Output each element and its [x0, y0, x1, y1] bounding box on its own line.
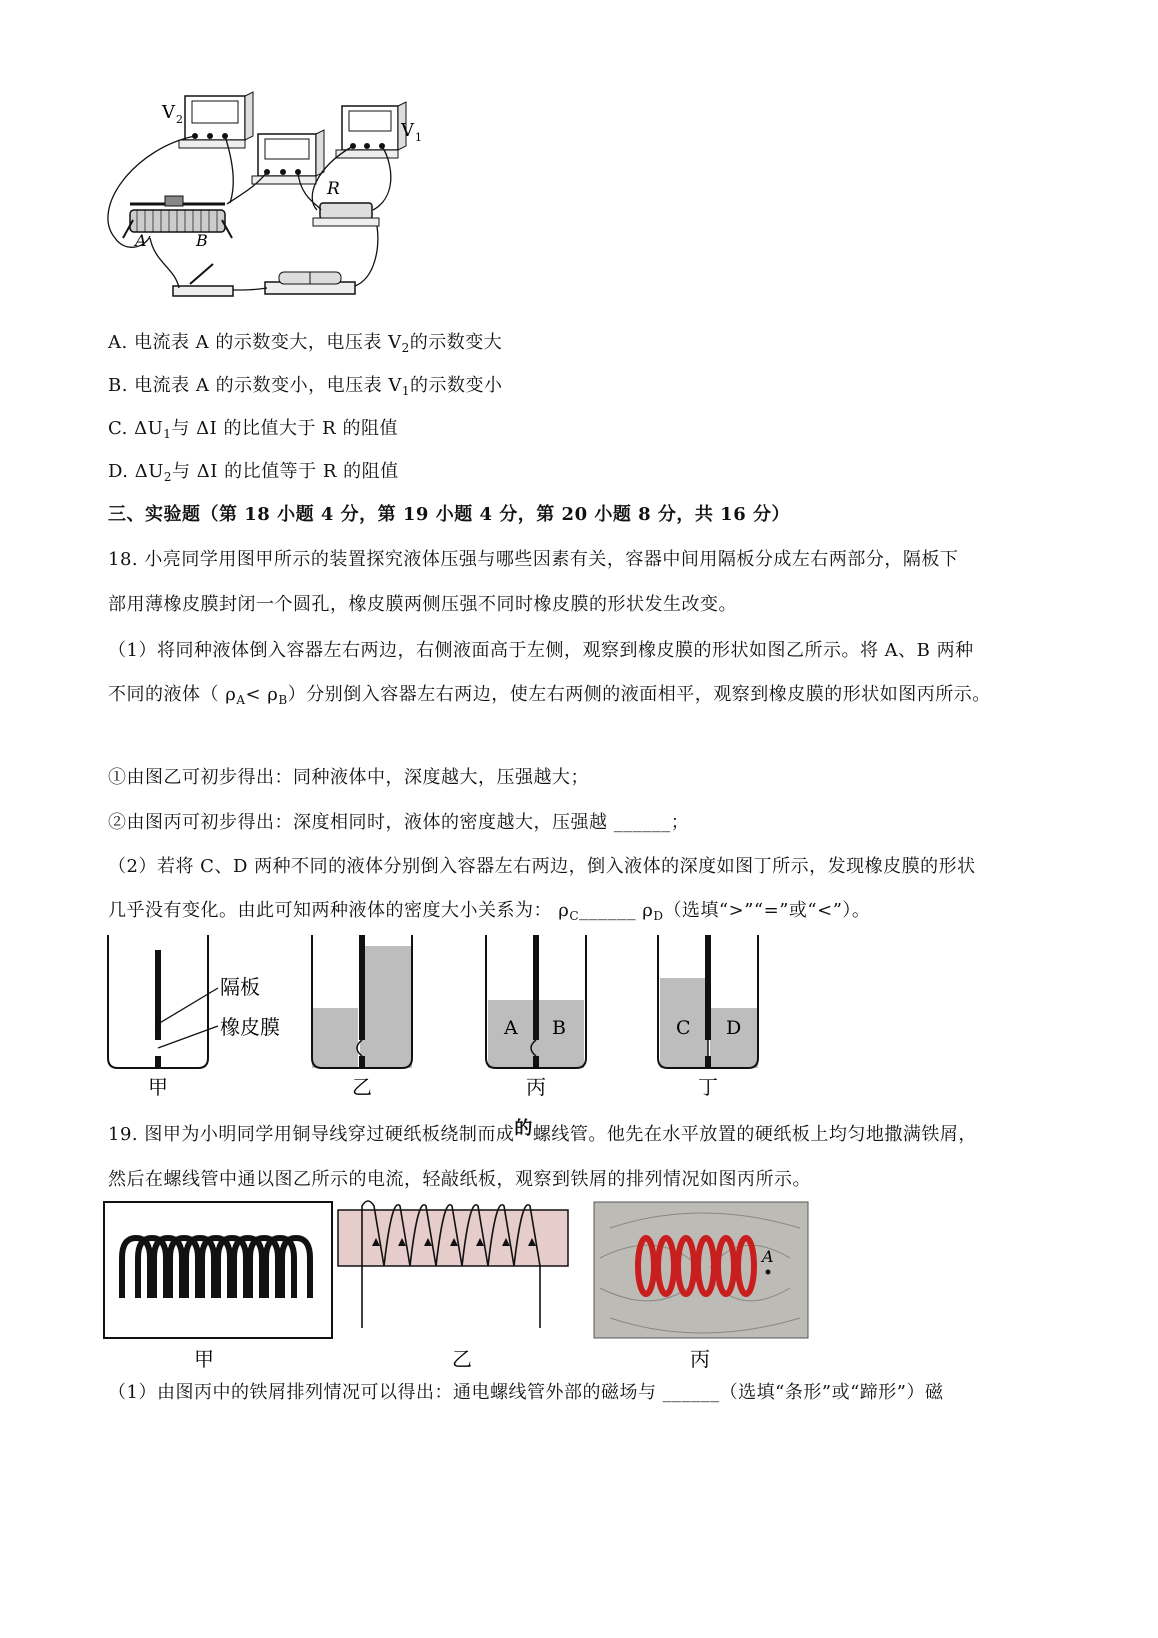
label-r: R	[327, 179, 340, 199]
label-v1-sub: 1	[415, 131, 422, 144]
solenoid-current-diagram	[338, 1201, 568, 1328]
caption-19-yi: 乙	[452, 1347, 472, 1371]
q19-line3: （1）由图丙中的铁屑排列情况可以得出：通电螺线管外部的磁场与 ______（选填“条形”或“蹄形”）磁	[108, 1382, 944, 1403]
q18-line6: ②由图丙可初步得出：深度相同时，液体的密度越大，压强越 ______；	[108, 812, 690, 833]
caption-19-bing: 丙	[690, 1347, 710, 1371]
label-partition: 隔板	[220, 975, 260, 999]
container-bing	[486, 935, 586, 1068]
voltmeter-v2	[179, 92, 253, 148]
container-yi	[312, 935, 412, 1068]
caption-ding: 丁	[698, 1075, 718, 1099]
label-b: B	[196, 231, 208, 250]
circuit-diagram	[95, 88, 445, 318]
option-a: A. 电流表 A 的示数变大，电压表 $V_2$的示数变大	[108, 332, 503, 355]
option-b: B. 电流表 A 的示数变小，电压表 $V_1$的示数变小	[108, 375, 503, 398]
q19-figures	[100, 1198, 1050, 1373]
label-a: A	[135, 231, 147, 250]
container-ding	[658, 935, 758, 1068]
coil-picture	[104, 1202, 332, 1338]
q18-line1: 18. 小亮同学用图甲所示的装置探究液体压强与哪些因素有关，容器中间用隔板分成左右两部分，隔板下	[108, 549, 959, 570]
caption-19-jia: 甲	[194, 1347, 214, 1371]
option-d: D. $\Delta U_2$与 ΔI 的比值等于 R 的阻值	[108, 461, 399, 484]
caption-bing: 丙	[526, 1075, 546, 1099]
iron-filings-photo	[594, 1202, 808, 1338]
q18-line2: 部用薄橡皮膜封闭一个圆孔，橡皮膜两侧压强不同时橡皮膜的形状发生改变。	[108, 594, 737, 615]
label-v2: V	[162, 102, 175, 123]
caption-jia: 甲	[148, 1075, 168, 1099]
label-liquid-c: C	[676, 1017, 691, 1039]
label-membrane: 橡皮膜	[220, 1015, 280, 1039]
q19-line1: 19. 图甲为小明同学用铜导线穿过硬纸板绕制而成的螺线管。他先在水平放置的硬纸板上均匀地撒满铁屑，	[108, 1118, 977, 1145]
label-v2-sub: 2	[176, 113, 183, 126]
label-liquid-d: D	[726, 1017, 742, 1039]
battery	[265, 272, 355, 294]
section-title: 三、实验题（第 18 小题 4 分，第 19 小题 4 分，第 20 小题 8 分，共 16 分）	[108, 504, 790, 525]
container-jia	[108, 935, 218, 1068]
q18-line3: （1）将同种液体倒入容器左右两边，右侧液面高于左侧，观察到橡皮膜的形状如图乙所示。将 A、B 两种	[108, 640, 974, 661]
q18-figures	[100, 930, 780, 1100]
resistor-r	[313, 203, 379, 226]
q18-line8: 几乎没有变化。由此可知两种液体的密度大小关系为： $\rho_C\_\_\_\_\_\_$ $\rho_D$（选填“>”“=”或“<”）。	[108, 900, 871, 923]
q18-line5: ①由图乙可初步得出：同种液体中，深度越大，压强越大；	[108, 767, 589, 788]
photo-point-a: A	[762, 1247, 774, 1266]
label-v1: V	[401, 120, 414, 141]
caption-yi: 乙	[352, 1075, 372, 1099]
label-liquid-b: B	[552, 1017, 566, 1039]
label-liquid-a: A	[504, 1017, 518, 1039]
option-c: C. $\Delta U_1$与 ΔI 的比值大于 R 的阻值	[108, 418, 398, 441]
q19-line2: 然后在螺线管中通以图乙所示的电流，轻敲纸板，观察到铁屑的排列情况如图丙所示。	[108, 1169, 811, 1190]
q18-line4: 不同的液体（ $\rho_A< \rho_B$）分别倒入容器左右两边，使左右两侧的液面相平，观察到橡皮膜的形状如图丙所示。	[108, 684, 991, 707]
switch	[173, 264, 233, 296]
ammeter	[252, 130, 324, 184]
q18-line7: （2）若将 C、D 两种不同的液体分别倒入容器左右两边，倒入液体的深度如图丁所示，发现橡皮膜的形状	[108, 856, 976, 877]
